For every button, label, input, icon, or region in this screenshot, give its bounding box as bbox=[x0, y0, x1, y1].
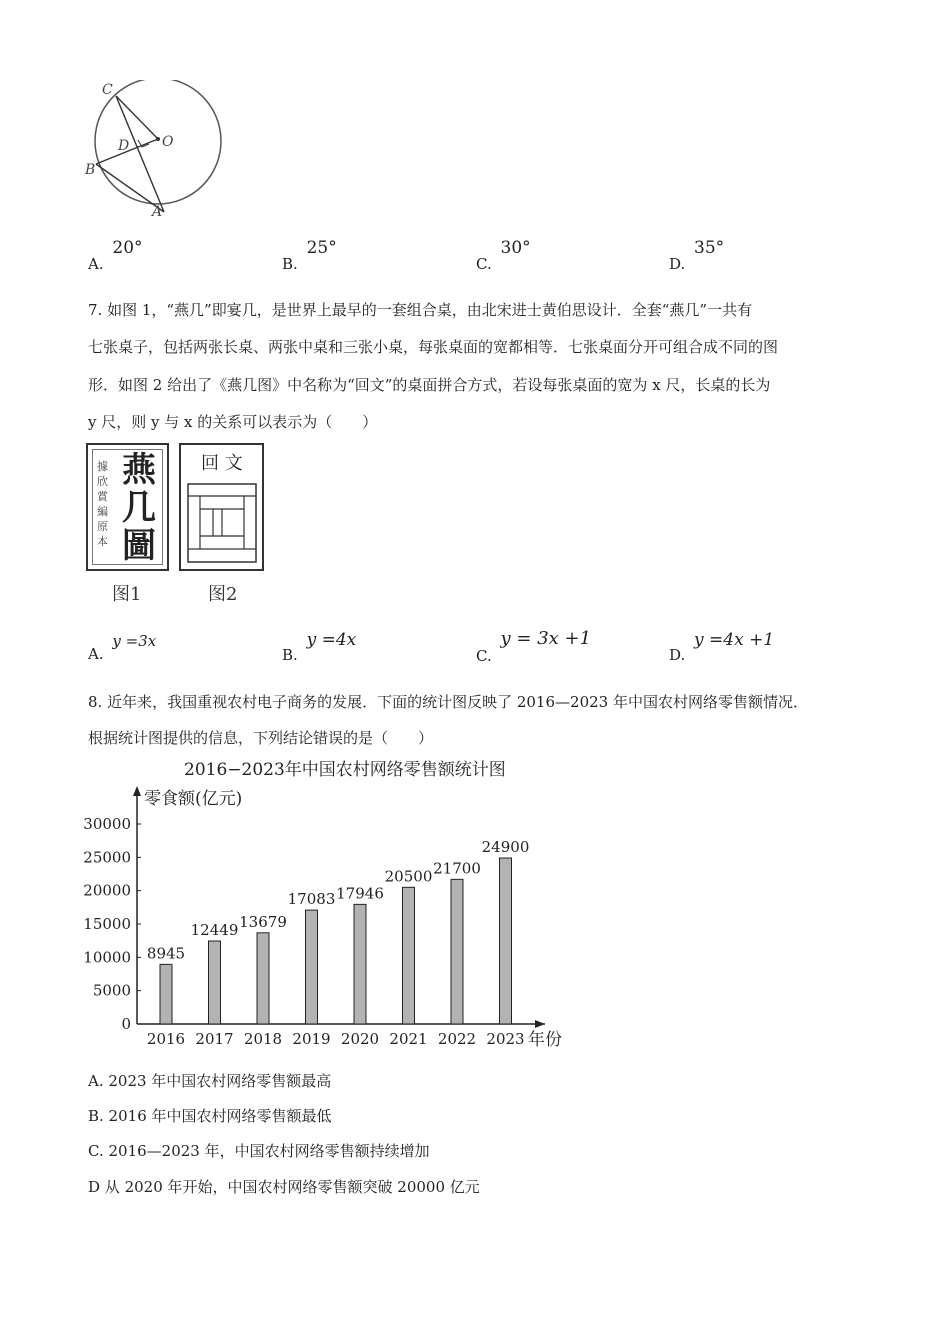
x-tick-label-2023: 2023 bbox=[486, 1030, 525, 1048]
data-label-2022: 21700 bbox=[433, 859, 481, 878]
option-value: 30° bbox=[500, 238, 531, 258]
circle-figure-q6 bbox=[84, 80, 229, 220]
option-value: y =4x +1 bbox=[694, 630, 775, 650]
x-tick-label-2019: 2019 bbox=[292, 1030, 331, 1048]
fig1-caption: 图1 bbox=[112, 584, 142, 605]
bar-2023 bbox=[500, 858, 512, 1024]
bar-2018 bbox=[257, 933, 269, 1024]
q7-option-d[interactable] bbox=[669, 630, 775, 664]
y-tick-label: 30000 bbox=[83, 815, 131, 833]
data-label-2023: 24900 bbox=[481, 838, 530, 856]
option-value: y =4x bbox=[306, 630, 357, 650]
q6-option-c[interactable] bbox=[476, 238, 531, 273]
option-letter: C. bbox=[476, 255, 492, 273]
data-label-2016: 8945 bbox=[146, 944, 186, 963]
option-value: y = 3x +1 bbox=[500, 628, 592, 649]
data-label-2020: 17946 bbox=[336, 884, 384, 903]
cover-char-1: 燕 bbox=[122, 450, 156, 490]
q6-option-b[interactable] bbox=[282, 238, 337, 273]
option-value: 35° bbox=[694, 238, 725, 258]
bar-2017 bbox=[209, 941, 221, 1024]
option-value: 25° bbox=[306, 238, 337, 258]
x-axis-arrow bbox=[535, 1020, 545, 1028]
q8-line-2: 根据统计图提供的信息，下列结论错误的是（ ） bbox=[88, 729, 434, 747]
y-tick-label: 5000 bbox=[92, 981, 131, 1000]
data-label-2017: 12449 bbox=[190, 921, 239, 940]
q7-line-1: 7. 如图 1，“燕几”即宴几，是世界上最早的一套组合桌，由北宋进士黄伯思设计．全套“燕几”一共有 bbox=[88, 301, 753, 319]
q7-line-4: y 尺，则 y 与 x 的关系可以表示为（ ） bbox=[88, 413, 378, 431]
q7-option-c[interactable] bbox=[476, 628, 592, 665]
bar-2020 bbox=[354, 904, 366, 1024]
q7-option-b[interactable] bbox=[282, 630, 357, 664]
option-letter: B. bbox=[282, 255, 298, 273]
option-letter: D. bbox=[669, 255, 686, 273]
q8-option-b[interactable]: B. 2016 年中国农村网络零售额最低 bbox=[88, 1107, 332, 1125]
q7-line-3: 形．如图 2 给出了《燕几图》中名称为“回文”的桌面拼合方式，若设每张桌面的宽为 x 尺，长桌的长为 bbox=[88, 376, 771, 394]
y-tick-label: 15000 bbox=[83, 915, 131, 933]
q7-option-a[interactable] bbox=[88, 632, 157, 663]
label-O: O bbox=[162, 134, 174, 150]
data-label-2021: 20500 bbox=[384, 867, 433, 886]
option-letter: D. bbox=[669, 646, 686, 664]
option-value: 20° bbox=[112, 238, 143, 258]
y-tick-label: 0 bbox=[121, 1015, 131, 1033]
label-C: C bbox=[102, 82, 113, 98]
label-D: D bbox=[118, 138, 130, 154]
x-tick-label-2021: 2021 bbox=[389, 1030, 428, 1048]
yanji-book-cover bbox=[86, 443, 169, 571]
x-tick-label-2016: 2016 bbox=[146, 1030, 186, 1048]
x-axis-label: 年份 bbox=[528, 1030, 562, 1050]
label-A: A bbox=[152, 204, 163, 220]
q6-option-a[interactable] bbox=[88, 238, 143, 273]
x-tick-label-2020: 2020 bbox=[340, 1030, 380, 1048]
q8-option-d[interactable]: D 从 2020 年开始，中国农村网络零售额突破 20000 亿元 bbox=[88, 1178, 480, 1196]
data-label-2018: 13679 bbox=[239, 912, 287, 931]
option-letter: A. bbox=[88, 255, 104, 273]
rural-retail-bar-chart bbox=[80, 752, 580, 1052]
q8-option-c[interactable]: C. 2016—2023 年，中国农村网络零售额持续增加 bbox=[88, 1142, 430, 1160]
bar-2019 bbox=[306, 910, 318, 1024]
cover-side-text: 據欣賞編原本 bbox=[97, 460, 108, 548]
cover-char-2: 几 bbox=[122, 488, 156, 528]
y-tick-label: 20000 bbox=[83, 881, 131, 900]
fig2-caption: 图2 bbox=[208, 584, 238, 605]
y-tick-label: 25000 bbox=[83, 848, 131, 867]
bar-2022 bbox=[451, 879, 463, 1024]
data-label-2019: 17083 bbox=[287, 890, 336, 909]
cover-char-3: 圖 bbox=[122, 526, 156, 566]
bar-2016 bbox=[160, 964, 172, 1024]
option-letter: B. bbox=[282, 646, 298, 664]
x-tick-label-2018: 2018 bbox=[243, 1030, 283, 1048]
option-value: y =3x bbox=[112, 632, 157, 650]
x-tick-label-2017: 2017 bbox=[195, 1030, 234, 1048]
y-axis-arrow bbox=[133, 786, 141, 796]
huiwen-title: 回 文 bbox=[201, 453, 243, 474]
x-tick-label-2022: 2022 bbox=[437, 1030, 477, 1048]
q7-line-2: 七张桌子，包括两张长桌、两张中桌和三张小桌，每张桌面的宽都相等．七张桌面分开可组合成不同的图 bbox=[88, 338, 779, 356]
option-letter: C. bbox=[476, 647, 492, 665]
q6-option-d[interactable] bbox=[669, 238, 725, 273]
y-tick-label: 10000 bbox=[83, 948, 131, 967]
y-axis-label: 零食额(亿元) bbox=[144, 789, 243, 809]
bar-2021 bbox=[403, 887, 415, 1024]
option-letter: A. bbox=[88, 645, 104, 663]
chart-title: 2016−2023年中国农村网络零售额统计图 bbox=[184, 760, 506, 780]
label-B: B bbox=[85, 162, 96, 178]
q8-option-a[interactable]: A. 2023 年中国农村网络零售额最高 bbox=[88, 1072, 332, 1090]
q8-line-1: 8. 近年来，我国重视农村电子商务的发展．下面的统计图反映了 2016—2023 年中国农村网络零售额情况． bbox=[88, 693, 808, 711]
huiwen-diagram bbox=[179, 443, 264, 571]
